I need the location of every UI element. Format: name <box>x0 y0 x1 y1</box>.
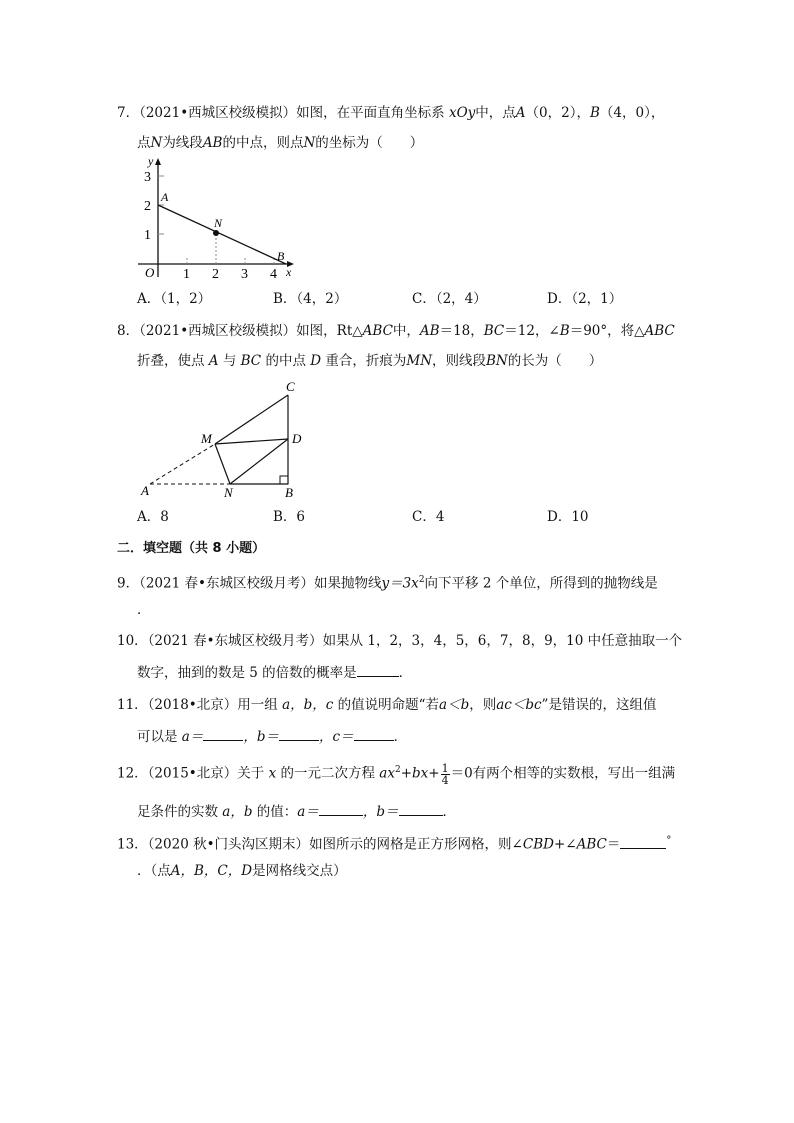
q8-ab: AB <box>419 323 440 339</box>
q11-vars: a，b，c <box>282 697 334 713</box>
q7-ytick-label-2: 2 <box>144 199 151 214</box>
q7-point-n: N <box>150 135 163 151</box>
q7-label-n: N <box>214 216 223 230</box>
q12-source: （2015•北京） <box>147 765 238 782</box>
q8-figure <box>135 376 310 502</box>
q7-segment-ab <box>158 205 286 264</box>
q7-source: （2021•西城区校级模拟） <box>139 105 297 121</box>
q12-equation: ax <box>379 765 395 782</box>
q7-line2 <box>137 134 423 152</box>
q12-text: 的一元二次方程 <box>280 765 375 782</box>
q12-text: 有两个相等的实数根，写出一组满 <box>472 765 676 782</box>
q8-angle-value: ＝90°，将△ <box>569 323 645 339</box>
q8-triangle: ABC <box>644 323 675 339</box>
q12-line1 <box>117 761 675 786</box>
q12-text: ． <box>442 804 457 820</box>
q7-point-a: A <box>515 105 526 121</box>
q12-text: 关于 <box>237 765 265 782</box>
q7-text: 的坐标为（ ） <box>315 135 424 151</box>
q8-text: 重合，折痕为 <box>325 353 407 369</box>
q13-text: 是网格线交点） <box>252 863 347 879</box>
q7-figure <box>130 152 310 282</box>
q9-line2: ． <box>137 602 151 618</box>
q12-line2 <box>137 801 456 821</box>
q12-frac-num: 1 <box>441 761 449 775</box>
q9-text: 如果抛物线 <box>313 575 382 592</box>
q13-line1 <box>117 832 671 854</box>
q8-text: 的长为（ ） <box>507 353 603 369</box>
q7-point-b: B <box>589 105 600 121</box>
q8-bc: BC <box>240 353 262 369</box>
q7-text: 为线段 <box>162 135 203 151</box>
q10-number: 10． <box>117 633 148 649</box>
q7-x-label: x <box>286 265 292 279</box>
q7-text: 如图，在平面直角坐标系 <box>296 105 445 121</box>
q8-text: 的中点 <box>265 353 306 369</box>
q8-bc-value: ＝12，∠ <box>504 323 560 339</box>
q7-point-b-value: （4，0）， <box>599 105 665 121</box>
q13-source: （2020 秋•门头沟区期末） <box>147 836 310 853</box>
q9-text: 向下平移 2 个单位，所得到的抛物线是 <box>424 575 658 592</box>
q12-x: x <box>268 765 277 782</box>
q7-xtick-label-2: 2 <box>212 267 219 282</box>
q11-a-blank[interactable] <box>203 726 243 741</box>
q11-c-eq: ，c＝ <box>319 729 354 745</box>
q8-side-nd <box>230 439 288 484</box>
q8-label-b: B <box>285 485 293 500</box>
q12-fraction <box>441 763 450 786</box>
q8-options <box>137 508 697 526</box>
q10-answer-blank[interactable] <box>357 662 399 677</box>
q9-exponent: 2 <box>418 575 425 585</box>
q12-frac-den: 4 <box>441 773 449 787</box>
q10-text: ． <box>398 665 413 681</box>
q7-text: 的中点，则点 <box>222 135 304 151</box>
q8-source: （2021•西城区校级模拟） <box>139 323 297 339</box>
q13-angle-cbd: CBD <box>522 836 554 853</box>
q11-b-blank[interactable] <box>279 726 319 741</box>
q8-angle-b: B <box>559 323 570 339</box>
q13-number: 13． <box>117 836 148 853</box>
q12-a-blank[interactable] <box>319 801 363 816</box>
q8-number: 8． <box>117 323 140 339</box>
q7-text: 中，点 <box>475 105 516 121</box>
q8-point-a: A <box>208 353 219 369</box>
q12-number: 12． <box>117 765 148 782</box>
q12-equation: ＝0 <box>450 765 473 782</box>
q7-line1: 7．（2021•西城区校级模拟）如图，在平面直角坐标系 xOy中，点A（0，2），B（4，0）， <box>117 105 665 121</box>
q8-side-mn <box>215 444 230 484</box>
q8-label-m: M <box>201 431 212 446</box>
q8-option-a[interactable]: A．8 <box>137 509 169 525</box>
q8-text: 与 <box>222 353 237 369</box>
q8-label-d: D <box>292 431 302 446</box>
q12-text: 的值： <box>256 804 298 820</box>
q7-point-n-dot <box>213 230 219 236</box>
q7-point-a-value: （0，2） <box>525 105 577 121</box>
q8-text: ，则线段 <box>432 353 487 369</box>
q11-text: ，则 <box>469 697 497 713</box>
q8-mn: MN <box>406 353 433 369</box>
q8-option-b[interactable]: B．6 <box>273 509 306 525</box>
q13-text: ＝ <box>606 836 621 853</box>
q8-right-angle <box>280 476 288 484</box>
q7-option-b[interactable]: B．（4，2） <box>273 291 348 307</box>
q7-xtick-label-1: 1 <box>183 267 190 282</box>
q7-option-c[interactable]: C．（2，4） <box>412 291 487 307</box>
q11-c-blank[interactable] <box>354 726 394 741</box>
q12-a-eq: a＝ <box>297 804 319 820</box>
q11-source: （2018•北京） <box>147 697 238 713</box>
q11-text: ． <box>393 729 408 745</box>
q8-label-n: N <box>224 485 233 500</box>
q9-line1 <box>117 571 658 593</box>
q13-text: 如图所示的网格是正方形网格，则∠ <box>309 836 523 853</box>
q7-y-label: y <box>148 154 154 168</box>
q8-side-md <box>215 439 288 444</box>
q8-option-d[interactable]: D．10 <box>547 509 589 525</box>
q11-text: 可以是 <box>137 729 178 745</box>
q7-point-n: N <box>303 135 316 151</box>
q9-number: 9． <box>117 575 140 592</box>
q11-text: ”是错误的，这组值 <box>541 697 657 713</box>
q8-ab-value: ＝18， <box>439 323 484 339</box>
q8-label-c: C <box>286 379 295 394</box>
q7-coord-sys: xOy <box>448 105 476 121</box>
q12-b-blank[interactable] <box>399 801 443 816</box>
q13-text: +∠ <box>553 836 577 853</box>
q9-source: （2021 春•东城区校级月考） <box>139 575 314 592</box>
q8-label-a: A <box>141 483 149 498</box>
q7-label-b: B <box>277 249 285 263</box>
q7-ytick-label-1: 1 <box>144 228 151 243</box>
q7-ytick-label-3: 3 <box>144 170 151 185</box>
q11-text: 用一组 <box>237 697 278 713</box>
q7-label-a: A <box>161 190 169 204</box>
q12-b-eq: ，b＝ <box>362 804 399 820</box>
q11-condition: a＜b <box>439 697 470 713</box>
q7-text: 点 <box>137 135 151 151</box>
q8-line2 <box>137 352 602 370</box>
q12-vars: a，b <box>222 804 253 820</box>
q8-text: 折叠，使点 <box>137 353 205 369</box>
q7-segment: AB <box>202 135 223 151</box>
q9-equation: y＝3x <box>381 575 419 592</box>
q8-side-mc <box>215 395 288 444</box>
q7-options <box>137 290 697 308</box>
q7-option-d[interactable]: D．（2，1） <box>547 291 623 307</box>
q13-angle-abc: ABC <box>576 836 607 853</box>
q8-bc: BC <box>483 323 505 339</box>
q8-text: 中， <box>392 323 420 339</box>
q10-source: （2021 春•东城区校级月考） <box>147 633 323 649</box>
q7-option-a[interactable]: A．（1，2） <box>137 291 212 307</box>
q11-number: 11． <box>117 697 148 713</box>
q11-line2 <box>137 726 407 746</box>
q8-triangle: ABC <box>362 323 393 339</box>
q13-points: A，B，C，D <box>170 863 253 879</box>
q11-a-eq: a＝ <box>181 729 204 745</box>
q10-text: 如果从 1，2，3，4，5，6，7，8，9，10 中任意抽取一个 <box>322 633 683 649</box>
q8-dashed-am <box>150 444 215 484</box>
section-heading: 二．填空题（共 8 小题） <box>117 541 266 556</box>
q7-xtick-label-4: 4 <box>270 267 277 282</box>
q8-point-d: D <box>310 353 322 369</box>
q8-text: 如图，Rt△ <box>296 323 363 339</box>
q10-text: 数字，抽到的数是 5 的倍数的概率是 <box>137 665 357 681</box>
q11-conclusion: ac＜bc <box>496 697 542 713</box>
q13-degree: ° <box>666 835 672 846</box>
q8-line1 <box>117 322 675 340</box>
q11-line1 <box>117 696 656 714</box>
q7-origin-label: O <box>145 265 155 280</box>
q10-line1 <box>117 632 682 650</box>
q13-answer-blank[interactable] <box>620 834 666 849</box>
q7-number: 7． <box>117 105 140 121</box>
q7-xtick-label-3: 3 <box>241 267 248 282</box>
q12-exponent: 2 <box>394 765 401 775</box>
q12-text: 足条件的实数 <box>137 804 218 820</box>
q7-y-arrow <box>155 158 161 165</box>
q13-line2 <box>137 862 347 880</box>
q13-text: ．（点 <box>137 863 171 879</box>
q8-bn: BN <box>486 353 508 369</box>
q8-option-c[interactable]: C．4 <box>412 509 445 525</box>
q11-text: 的值说明命题“若 <box>337 697 440 713</box>
q11-b-eq: ，b＝ <box>243 729 280 745</box>
q12-equation: +bx+ <box>400 765 440 782</box>
q10-line2 <box>137 662 412 682</box>
